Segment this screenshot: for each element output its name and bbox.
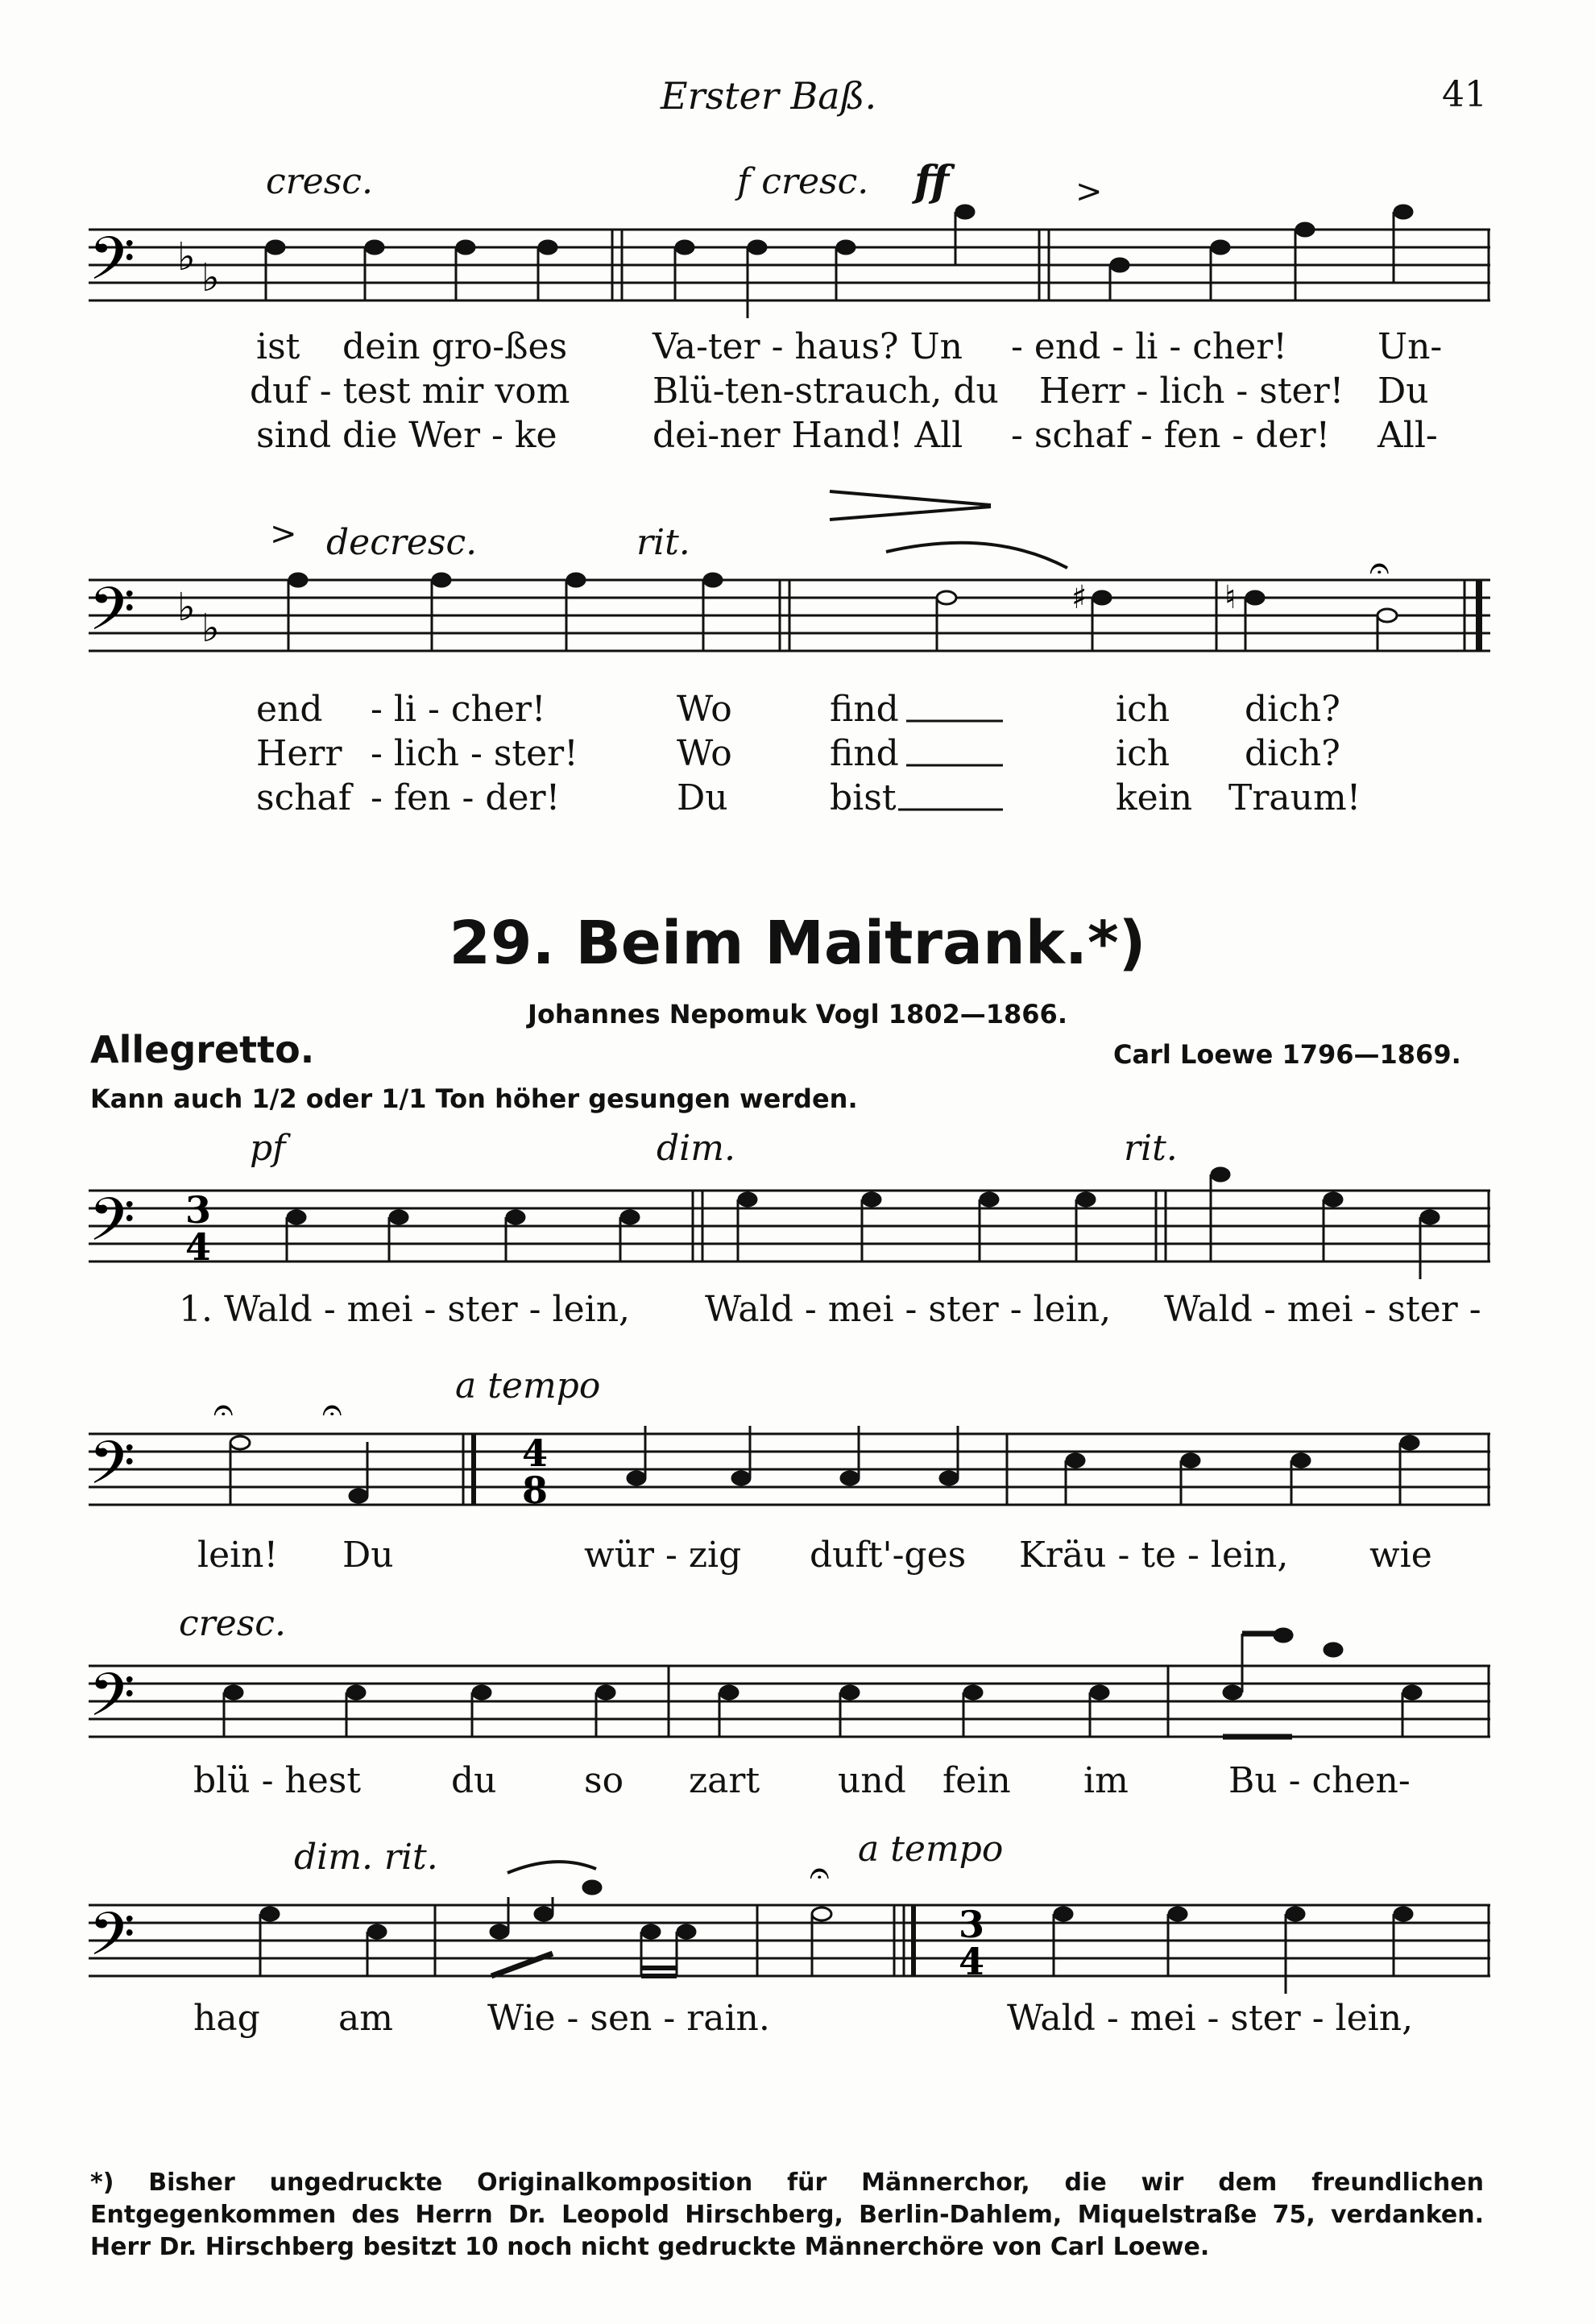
lyric-syllable: blü - hest <box>193 1760 362 1801</box>
lyric-syllable: zart <box>689 1760 760 1801</box>
accent-mark: > <box>270 516 297 553</box>
lyric-syllable: Un- <box>1378 326 1443 367</box>
dynamic-cresc: cresc. <box>179 1603 286 1644</box>
lyric-syllable: Wald - mei - ster - <box>1164 1289 1481 1330</box>
lyric-syllable: Wie - sen - rain. <box>487 1998 770 2039</box>
lyric-syllable: Kräu - te - lein, <box>1019 1535 1289 1576</box>
time-sig-bottom: 4 <box>185 1225 212 1269</box>
svg-text:𝄐: 𝄐 <box>1369 548 1390 589</box>
lyric-syllable: und <box>838 1760 906 1801</box>
svg-text:𝄐: 𝄐 <box>810 1853 830 1894</box>
lyric-syllable: Herr <box>256 733 342 774</box>
lyric-syllable: Du <box>677 777 728 818</box>
dynamic-ff: ff <box>914 157 950 206</box>
dynamic-dim: dim. <box>657 1128 735 1169</box>
svg-text:𝄢: 𝄢 <box>89 1185 135 1270</box>
lyric-syllable: - li - cher! <box>371 689 546 730</box>
svg-text:𝄢: 𝄢 <box>89 1660 135 1745</box>
lyric-syllable: duft'-ges <box>810 1535 967 1576</box>
lyric-syllable: Du <box>342 1535 394 1576</box>
lyric-syllable: - schaf - fen - der! <box>1011 415 1331 456</box>
lyric-syllable: - fen - der! <box>371 777 561 818</box>
lyric-syllable: Bu - chen- <box>1228 1760 1411 1801</box>
accent-mark: > <box>1075 173 1103 210</box>
lyric-syllable: bist <box>830 777 897 818</box>
lyric-syllable: dich? <box>1245 689 1340 730</box>
svg-text:♭: ♭ <box>201 255 220 300</box>
staff-system-4 <box>89 1390 1490 1518</box>
lyric-syllable: Herr - lich - ster! <box>1039 371 1344 412</box>
svg-text:♭: ♭ <box>201 606 220 651</box>
footnote: *) Bisher ungedruckte Originalkomposition für Männerchor, die wir dem freundlichen Entgegenkommen des Herrn Dr. Leopold Hirschberg, Berlin-Dahlem, Miquelstraße 75, verdanken. Herr Dr. Hirschberg besitzt 10 noch nicht gedruckte Männerchöre von Carl Loewe. <box>90 2169 1484 2261</box>
time-sig-top: 4 <box>522 1431 549 1475</box>
lyric-syllable: wie <box>1369 1535 1432 1576</box>
staff-system-5 <box>89 1658 1490 1750</box>
svg-text:𝄐: 𝄐 <box>213 1390 234 1431</box>
lyric-syllable: ist <box>256 326 300 367</box>
running-header: Erster Baß. <box>661 74 877 118</box>
lyric-syllable: All- <box>1378 415 1438 456</box>
dynamic-dim-rit: dim. rit. <box>294 1837 438 1878</box>
time-sig-bottom: 8 <box>522 1469 549 1512</box>
lyric-syllable: dei-ner Hand! All <box>652 415 963 456</box>
dynamic-cresc: cresc. <box>266 161 373 202</box>
lyric-syllable: Wo <box>677 689 732 730</box>
svg-text:♯: ♯ <box>1071 579 1088 616</box>
dynamic-rit: rit. <box>636 522 690 563</box>
lyric-syllable: find <box>830 733 899 774</box>
dynamic-decresc: decresc. <box>326 522 478 563</box>
lyric-syllable: - lich - ster! <box>371 733 578 774</box>
svg-text:♮: ♮ <box>1224 579 1237 616</box>
page-number: 41 <box>1442 74 1487 115</box>
lyric-syllable: Wald - mei - ster - lein, <box>705 1289 1112 1330</box>
tempo-marking: Allegretto. <box>90 1028 315 1071</box>
svg-text:𝄢: 𝄢 <box>89 574 135 659</box>
lyric-syllable: Wald - mei - ster - lein, <box>1007 1998 1414 2039</box>
lyric-syllable: end <box>256 689 323 730</box>
lyric-syllable: wür - zig <box>584 1535 742 1576</box>
lyric-syllable: Traum! <box>1228 777 1361 818</box>
lyric-syllable: Va-ter - haus? Un <box>652 326 963 367</box>
svg-text:𝄐: 𝄐 <box>322 1390 342 1431</box>
melisma-lines <box>0 0 1595 809</box>
time-sig-top: 3 <box>185 1188 212 1232</box>
dynamic-rit: rit. <box>1124 1128 1178 1169</box>
lyric-syllable: find <box>830 689 899 730</box>
time-sig-top: 3 <box>959 1903 985 1946</box>
svg-text:𝄢: 𝄢 <box>89 1899 135 1984</box>
svg-text:𝄢: 𝄢 <box>89 1428 135 1513</box>
lyric-syllable: Wo <box>677 733 732 774</box>
lyric-syllable: sind <box>256 415 332 456</box>
lyric-syllable: Blü-ten-strauch, du <box>652 371 999 412</box>
poet-credit: Johannes Nepomuk Vogl 1802—1866. <box>528 999 1067 1029</box>
lyric-syllable: dein gro-ßes <box>342 326 568 367</box>
dynamic-pf: pf <box>250 1128 286 1169</box>
lyric-syllable: lein! <box>197 1535 279 1576</box>
dynamic-a-tempo: a tempo <box>455 1365 601 1406</box>
svg-text:♭: ♭ <box>177 234 196 280</box>
lyric-syllable: - end - li - cher! <box>1011 326 1287 367</box>
dynamic-f-cresc: f cresc. <box>737 161 869 202</box>
lyric-syllable: hag <box>193 1998 260 2039</box>
lyric-syllable: am <box>338 1998 393 2039</box>
song-title: 29. Beim Maitrank.*) <box>449 909 1146 978</box>
svg-text:𝄢: 𝄢 <box>89 224 135 309</box>
lyric-syllable: Du <box>1378 371 1429 412</box>
lyric-syllable: im <box>1083 1760 1129 1801</box>
dynamic-a-tempo: a tempo <box>858 1829 1004 1870</box>
lyric-syllable: ich <box>1116 689 1170 730</box>
lyric-syllable: dich? <box>1245 733 1340 774</box>
staff-system-3 <box>89 1183 1490 1274</box>
lyric-syllable: die Wer - ke <box>342 415 557 456</box>
lyric-syllable: duf - test mir vom <box>250 371 570 412</box>
time-sig-bottom: 4 <box>959 1940 985 1983</box>
composer-credit: Carl Loewe 1796—1869. <box>1113 1039 1461 1070</box>
lyric-syllable: fein <box>942 1760 1011 1801</box>
lyric-syllable: 1. Wald - mei - ster - lein, <box>179 1289 631 1330</box>
svg-text:♭: ♭ <box>177 585 196 630</box>
lyric-syllable: so <box>584 1760 624 1801</box>
lyric-syllable: kein <box>1116 777 1193 818</box>
lyric-syllable: ich <box>1116 733 1170 774</box>
lyric-syllable: du <box>451 1760 497 1801</box>
lyric-syllable: schaf <box>256 777 352 818</box>
performance-note: Kann auch 1/2 oder 1/1 Ton höher gesungen werden. <box>90 1083 858 1114</box>
